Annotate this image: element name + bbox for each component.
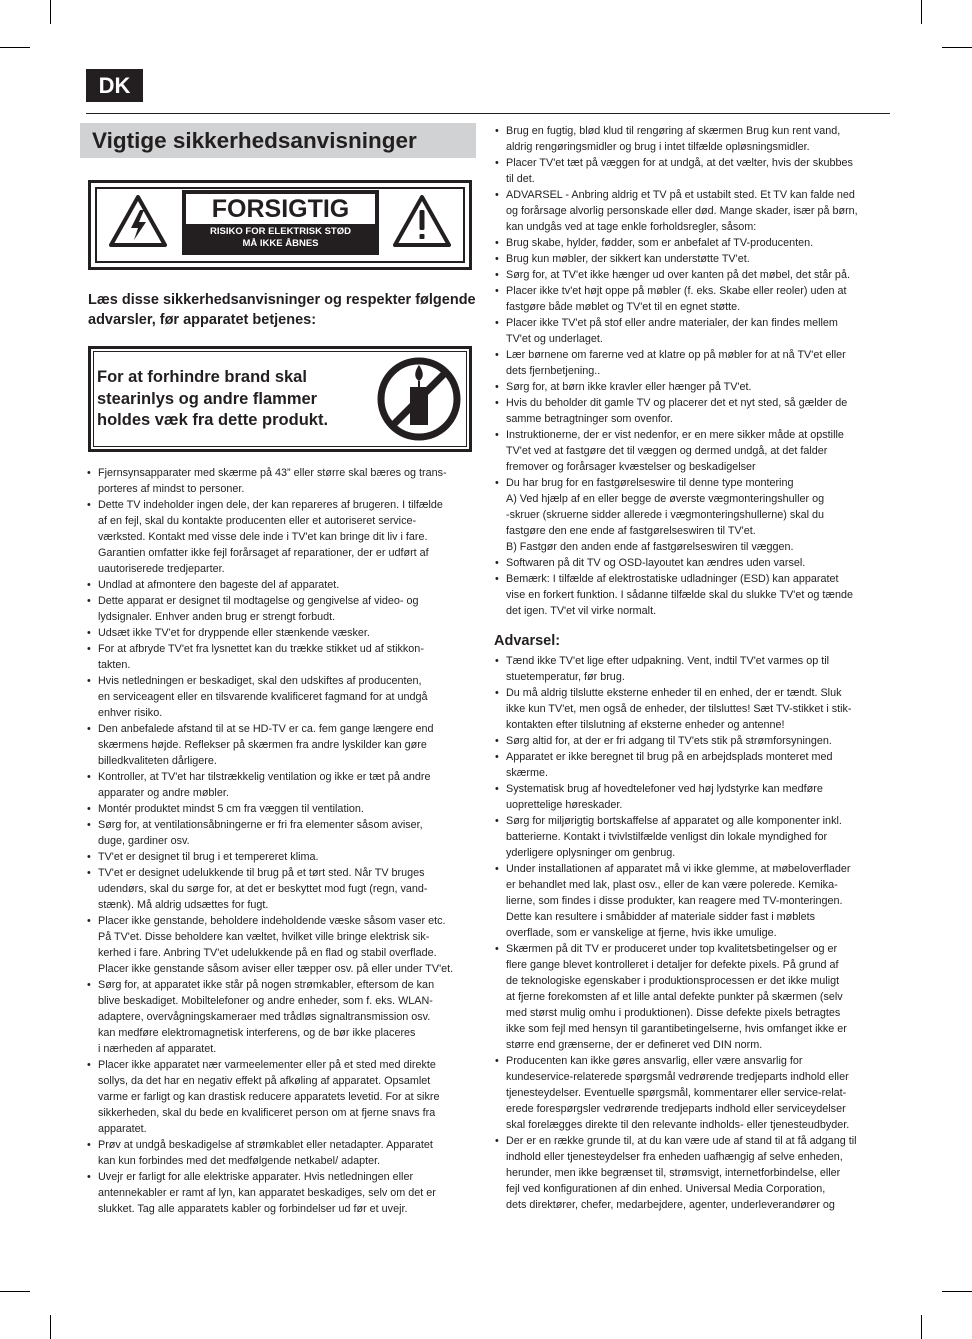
candle-warning-box	[88, 346, 472, 452]
list-item: • TV'et er designet til brug i et tempereret klima.	[86, 849, 476, 865]
list-item: • Placer ikke TV'et på stof eller andre materialer, der kan findes mellem TV'et og underlaget.	[494, 315, 890, 347]
candle-warning-text: For at forhindre brand skal stearinlys og andre flammer holdes væk fra dette produkt.	[97, 368, 329, 429]
right-bullet-list	[494, 123, 890, 619]
caution-label	[182, 190, 379, 255]
list-item: • Softwaren på dit TV og OSD-layoutet kan ændres uden varsel.	[494, 555, 890, 571]
list-item: • Der er en række grunde til, at du kan være ude af stand til at få adgang til indhold eller tjenesteydelser fra enheden uafhængig af selve enheden, herunder, men ikke begrænset til, strømsvigt, internetforbindelse, eller fejl ved konfigurationen af din enhed. Universal Media Corporation, dets direktører, chefer, medarbejdere, agenter, underleverandører og	[494, 1133, 890, 1213]
list-item: • Prøv at undgå beskadigelse af strømkablet eller netadapter. Apparatet kan kun forbindes med det medfølgende netkabel/ adapter.	[86, 1137, 476, 1169]
crop-mark	[50, 0, 51, 24]
list-item: • Hvis du beholder dit gamle TV og placerer det et nyt sted, så gælder de samme betragtninger som ovenfor.	[494, 395, 890, 427]
list-item: • Systematisk brug af hovedtelefoner ved høj lydstyrke kan medføre uoprettelige høreskader.	[494, 781, 890, 813]
list-item: • Fjernsynsapparater med skærme på 43” eller større skal bæres og trans- porteres af mindst to personer.	[86, 465, 476, 497]
list-item: • Lær børnene om farerne ved at klatre op på møbler for at nå TV'et eller dets fjernbetjening..	[494, 347, 890, 379]
caution-sign	[88, 180, 472, 270]
crop-mark	[921, 0, 922, 24]
list-item: • Sørg for, at TV'et ikke hænger ud over kanten på det møbel, det står på.	[494, 267, 890, 283]
list-item: • Sørg altid for, at der er fri adgang til TV'ets stik på strømforsyningen.	[494, 733, 890, 749]
list-item: • For at afbryde TV'et fra lysnettet kan du trække stikket ud af stikkon- takten.	[86, 641, 476, 673]
list-item: • Brug skabe, hylder, fødder, som er anbefalet af TV-producenten.	[494, 235, 890, 251]
list-item: • Den anbefalede afstand til at se HD-TV er ca. fem gange længere end skærmens højde. Reflekser på skærmen fra andre lyskilder kan gøre billedkvaliteten dårligere.	[86, 721, 476, 769]
list-item: • Tænd ikke TV'et lige efter udpakning. Vent, indtil TV'et varmes op til stuetemperatur, før brug.	[494, 653, 890, 685]
no-candle-icon	[377, 357, 461, 441]
list-item: • Bemærk: I tilfælde af elektrostatiske udladninger (ESD) kan apparatet vise en forkert funktion. I sådanne tilfælde skal du slukke TV'et og tænde det igen. TV'et vil virke normalt.	[494, 571, 890, 619]
list-item: • Udsæt ikke TV'et for dryppende eller stænkende væsker.	[86, 625, 476, 641]
warning-bullet-list	[494, 653, 890, 1213]
list-item: • Apparatet er ikke beregnet til brug på en arbejdsplads monteret med skærme.	[494, 749, 890, 781]
list-item: • Uvejr er farligt for alle elektriske apparater. Hvis netledningen eller antennekabler er ramt af lyn, kan apparatet beskadiges, selv om det er slukket. Tag alle apparatets kabler og forbindelser ud før et uvejr.	[86, 1169, 476, 1217]
list-item: • Kontroller, at TV'et har tilstrækkelig ventilation og ikke er tæt på andre apparater og andre møbler.	[86, 769, 476, 801]
warning-heading: Advarsel:	[494, 633, 561, 649]
list-item: • Placer ikke tv'et højt oppe på møbler (f. eks. Skabe eller reoler) uden at fastgøre både møblet og TV'et til en egnet støtte.	[494, 283, 890, 315]
list-item: • Producenten kan ikke gøres ansvarlig, eller være ansvarlig for kundeservice-relaterede spørgsmål vedrørende tredjeparts indhold eller tjenesteydelser. Eventuelle spørgsmål, kommentarer eller service-relat- erede forespørgsler vedrørende tredjeparts indhold eller serviceydelser skal forelægges direkte til den relevante indholds- eller tjenesteudbyder.	[494, 1053, 890, 1133]
list-item: • Sørg for, at apparatet ikke står på nogen strømkabler, eftersom de kan blive beskadiget. Mobiltelefoner og andre enheder, som f. eks. WLAN- adaptere, overvågningskameraer med trådløs signaltransmission osv. kan medføre elektromagnetisk interferens, og de bør ikke placeres i nærheden af apparatet.	[86, 977, 476, 1057]
crop-mark	[50, 1315, 51, 1339]
right-column	[494, 123, 890, 1213]
crop-mark	[921, 1315, 922, 1339]
list-item: • ADVARSEL - Anbring aldrig et TV på et ustabilt sted. Et TV kan falde ned og forårsage alvorlig personskade eller død. Mange skader, især på børn, kan undgås ved at tage enkle forholdsregler, såsom:	[494, 187, 890, 235]
list-item: • Under installationen af apparatet må vi ikke glemme, at møbeloverflader er behandlet med lak, plast osv., eller de kan være polerede. Kemika- lierne, som findes i disse produkter, kan reagere med TV-monteringen. Dette kan resultere i småbidder af materiale sidder fast i møblets overflade, som er vanskelige at fjerne, hvis ikke umulige.	[494, 861, 890, 941]
list-item: • Brug en fugtig, blød klud til rengøring af skærmen Brug kun rent vand, aldrig rengøringsmidler og brug i intet tilfælde opløsningsmidler.	[494, 123, 890, 155]
list-item: • Sørg for miljørigtig bortskaffelse af apparatet og alle komponenter inkl. batterierne. Kontakt i tvivlstilfælde venligst din lokale myndighed for yderligere oplysninger om genbrug.	[494, 813, 890, 861]
list-item: • Sørg for, at ventilationsåbningerne er fri fra elementer såsom aviser, duge, gardiner osv.	[86, 817, 476, 849]
list-item: • TV'et er designet udelukkende til brug på et tørt sted. Når TV bruges udendørs, skal du sørge for, at det er beskyttet mod fugt (regn, vand- stænk). Må aldrig udsættes for fugt.	[86, 865, 476, 913]
language-tab: DK	[86, 69, 143, 102]
left-bullet-list	[86, 465, 476, 1217]
crop-mark	[942, 47, 972, 48]
list-item: • Placer ikke apparatet nær varmeelementer eller på et sted med direkte sollys, da det har en negativ effekt på afkøling af apparatet. Opsamlet varme er farligt og kan drastisk reducere apparatets levetid. For at sikre sikkerheden, skal du bede en kvalificeret person om at fjerne snavs fra apparatet.	[86, 1057, 476, 1137]
list-item: • Du må aldrig tilslutte eksterne enheder til en enhed, der er tændt. Sluk ikke kun TV'et, men også de enheder, der tilsluttes! Sæt TV-stikket i stik- kontakten efter tilslutning af eksterne enheder og antenne!	[494, 685, 890, 733]
crop-mark	[942, 1291, 972, 1292]
caution-line-1: RISIKO FOR ELEKTRISK STØD	[210, 226, 351, 237]
lightning-warning-icon	[109, 195, 167, 247]
list-item: • Dette apparat er designet til modtagelse og gengivelse af video- og lydsignaler. Enhver anden brug er strengt forbudt.	[86, 593, 476, 625]
list-item: • Dette TV indeholder ingen dele, der kan repareres af brugeren. I tilfælde af en fejl, skal du kontakte producenten eller et autoriseret service- værksted. Kontakt med visse dele inde i TV'et kan bringe dit liv i fare. Garantien omfatter ikke fejl forårsaget af reparationer, der er udført af uautoriserede tredjeparter.	[86, 497, 476, 577]
header-rule	[86, 113, 890, 114]
list-item: • Du har brug for en fastgørelseswire til denne type montering A) Ved hjælp af en eller begge de øverste vægmonteringshuller og -skruer (skruerne sidder allerede i vægmonteringshullerne) skal du fastgøre den ene ende af fastgørelseswiren til TV'et. B) Fastgør den anden ende af fastgørelseswiren til væggen.	[494, 475, 890, 555]
caution-subtext	[182, 226, 379, 250]
list-item: • Skærmen på dit TV er produceret under top kvalitetsbetingelser og er flere gange blevet kontrolleret i detaljer for defekte pixels. På grund af de teknologiske egenskaber i produktionsprocessen er det ikke muligt at fjerne forekomsten af et lille antal defekte punkter på skærmen (selv med størst mulig omhu i produktionen). Disse defekte pixels betragtes ikke som fejl med hensyn til garantibetingelserne, hvis omfanget ikke er større end grænserne, der er defineret ved DIN norm.	[494, 941, 890, 1053]
crop-mark	[0, 1291, 30, 1292]
exclamation-warning-icon	[393, 195, 451, 247]
crop-mark	[0, 47, 30, 48]
list-item: • Brug kun møbler, der sikkert kan understøtte TV'et.	[494, 251, 890, 267]
list-item: • Placer ikke genstande, beholdere indeholdende væske såsom vaser etc. På TV'et. Disse beholdere kan væltet, hvilket ville bringe elektrisk sik- kerhed i fare. Anbring TV'et udelukkende på en flad og stabil overflade. Placer ikke genstande såsom aviser eller tæpper osv. på eller under TV'et.	[86, 913, 476, 977]
list-item: • Undlad at afmontere den bageste del af apparatet.	[86, 577, 476, 593]
intro-text: Læs disse sikkerhedsanvisninger og respekter følgende advarsler, før apparatet betjenes:	[88, 292, 476, 328]
page-title: Vigtige sikkerhedsanvisninger	[92, 128, 417, 153]
list-item: • Hvis netledningen er beskadiget, skal den udskiftes af producenten, en serviceagent eller en tilsvarende kvalificeret fagmand for at undgå enhver risiko.	[86, 673, 476, 721]
caution-line-2: MÅ IKKE ÅBNES	[242, 238, 319, 249]
left-column	[80, 123, 476, 1217]
title-bar	[80, 123, 476, 158]
list-item: • Sørg for, at børn ikke kravler eller hænger på TV'et.	[494, 379, 890, 395]
list-item: • Placer TV'et tæt på væggen for at undgå, at det vælter, hvis der skubbes til det.	[494, 155, 890, 187]
caution-word: FORSIGTIG	[186, 194, 375, 224]
list-item: • Montér produktet mindst 5 cm fra væggen til ventilation.	[86, 801, 476, 817]
list-item: • Instruktionerne, der er vist nedenfor, er en mere sikker måde at opstille TV'et ved at fastgøre det til væggen og dermed undgå, at det falder fremover og forårsager kvæstelser og beskadigelser	[494, 427, 890, 475]
